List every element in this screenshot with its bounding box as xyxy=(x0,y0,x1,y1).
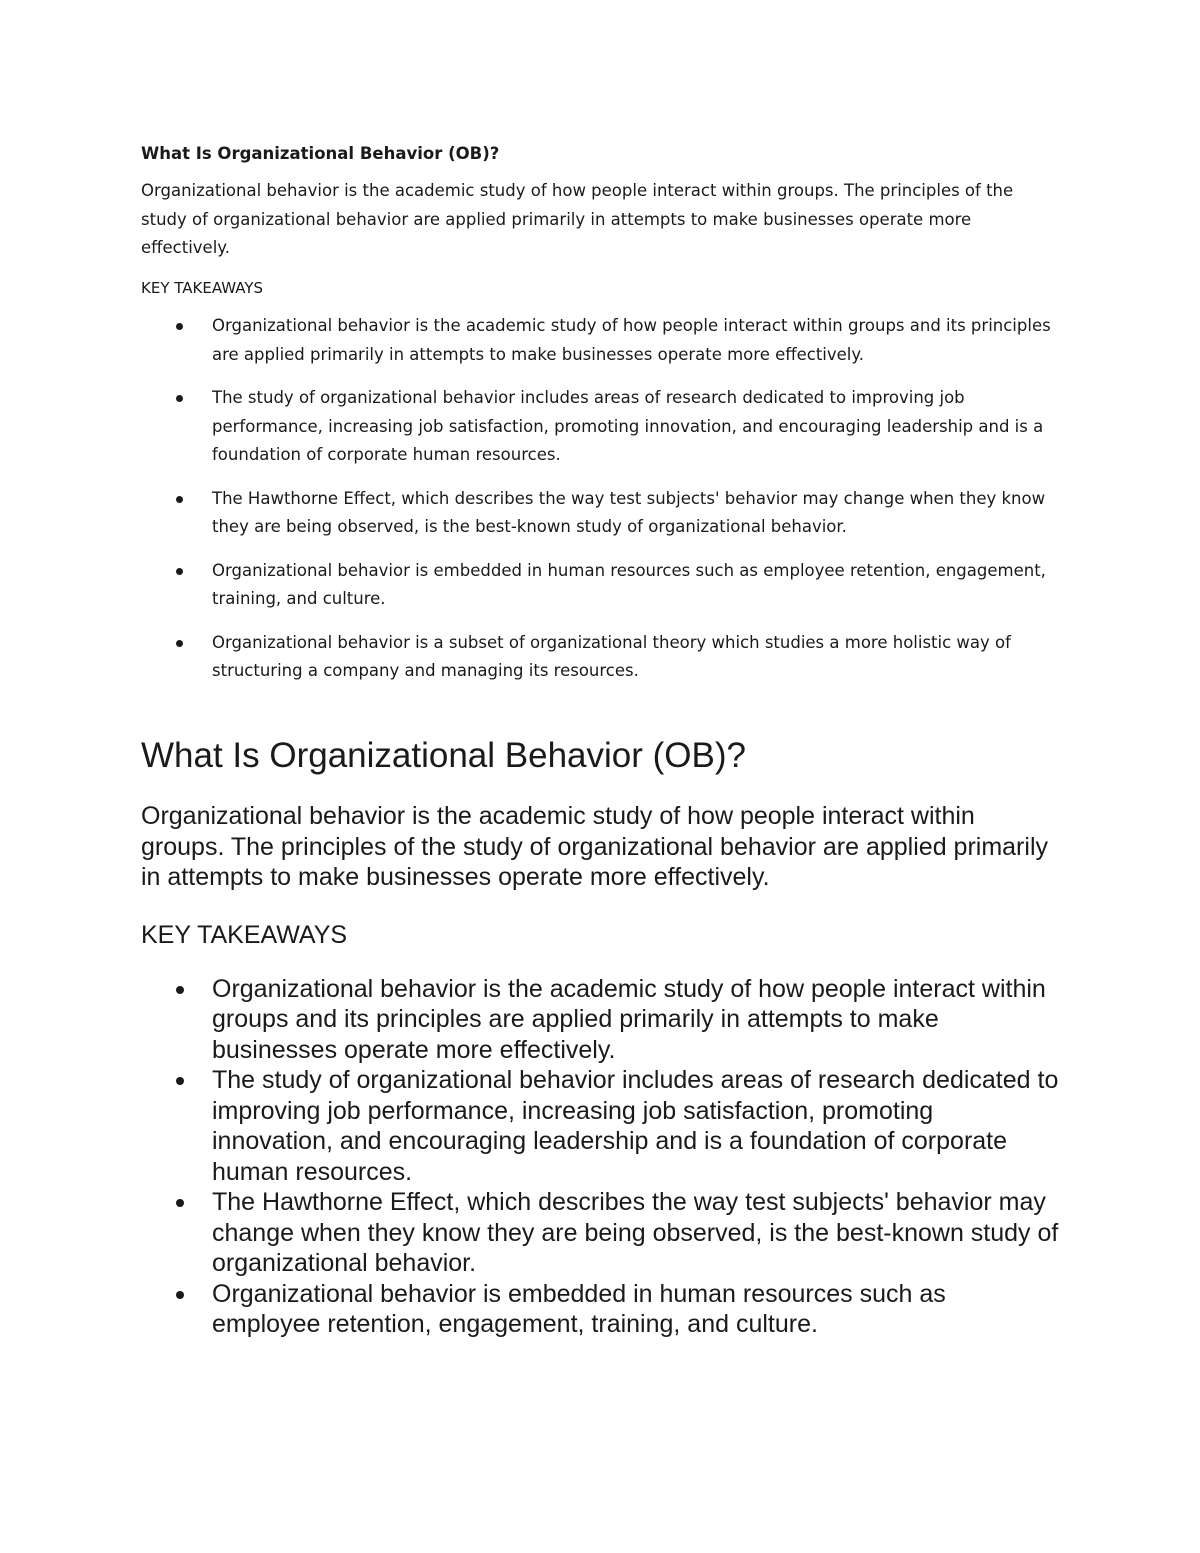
bullet-icon xyxy=(176,496,183,503)
list-item-text: The study of organizational behavior includes areas of research dedicated to improving job performance, increasing job satisfaction, promoting innovation, and encouraging leadership and is a foundation of corporate human resources. xyxy=(212,388,1044,464)
section-1-takeaways-heading: KEY TAKEAWAYS xyxy=(141,278,264,297)
list-item xyxy=(141,557,1061,614)
list-item-text: Organizational behavior is embedded in human resources such as employee retention, engagement, training, and culture. xyxy=(212,1279,946,1338)
section-1-intro: Organizational behavior is the academic study of how people interact within groups. The principles of the study of organizational behavior are applied primarily in attempts to make businesses operate more effectively. xyxy=(141,181,1014,257)
section-1-title: What Is Organizational Behavior (OB)? xyxy=(141,144,500,163)
list-item xyxy=(141,485,1061,542)
list-item-text: The study of organizational behavior includes areas of research dedicated to improving job performance, increasing job satisfaction, promoting innovation, and encouraging leadership and is a foundation of corporate human resources. xyxy=(212,1066,1059,1186)
list-item xyxy=(141,1065,1061,1187)
bullet-icon xyxy=(176,395,183,402)
list-item xyxy=(141,312,1061,369)
bullet-icon xyxy=(176,323,183,330)
section-2-intro: Organizational behavior is the academic study of how people interact within groups. The principles of the study of organizational behavior are applied primarily in attempts to make businesses operate more effectively. xyxy=(141,802,1048,891)
bullet-icon xyxy=(176,1291,184,1299)
list-item-text: Organizational behavior is the academic study of how people interact within groups and its principles are applied primarily in attempts to make businesses operate more effectively. xyxy=(212,974,1046,1064)
section-2 xyxy=(141,730,1061,1340)
section-1-takeaways-list xyxy=(141,312,1061,686)
list-item xyxy=(141,1187,1061,1279)
list-item-text: The Hawthorne Effect, which describes the way test subjects' behavior may change when they know they are being observed, is the best-known study of organizational behavior. xyxy=(212,1188,1059,1277)
bullet-icon xyxy=(176,568,183,575)
bullet-icon xyxy=(176,1077,184,1085)
bullet-icon xyxy=(176,1199,184,1207)
section-2-takeaways-heading: KEY TAKEAWAYS xyxy=(141,920,348,949)
list-item-text: Organizational behavior is a subset of organizational theory which studies a more holistic way of structuring a company and managing its resources. xyxy=(212,632,1011,680)
list-item xyxy=(141,1279,1061,1340)
bullet-icon xyxy=(176,640,183,647)
bullet-icon xyxy=(176,986,184,994)
list-item-text: Organizational behavior is embedded in human resources such as employee retention, engagement, training, and culture. xyxy=(212,560,1046,608)
list-item xyxy=(141,629,1061,686)
section-2-takeaways-list xyxy=(141,974,1061,1340)
list-item-text: Organizational behavior is the academic study of how people interact within groups and its principles are applied primarily in attempts to make businesses operate more effectively. xyxy=(212,316,1051,364)
list-item xyxy=(141,974,1061,1066)
section-2-title: What Is Organizational Behavior (OB)? xyxy=(141,736,746,775)
section-1 xyxy=(141,140,1061,701)
list-item-text: The Hawthorne Effect, which describes the way test subjects' behavior may change when they know they are being observed, is the best-known study of organizational behavior. xyxy=(212,488,1046,536)
list-item xyxy=(141,384,1061,470)
